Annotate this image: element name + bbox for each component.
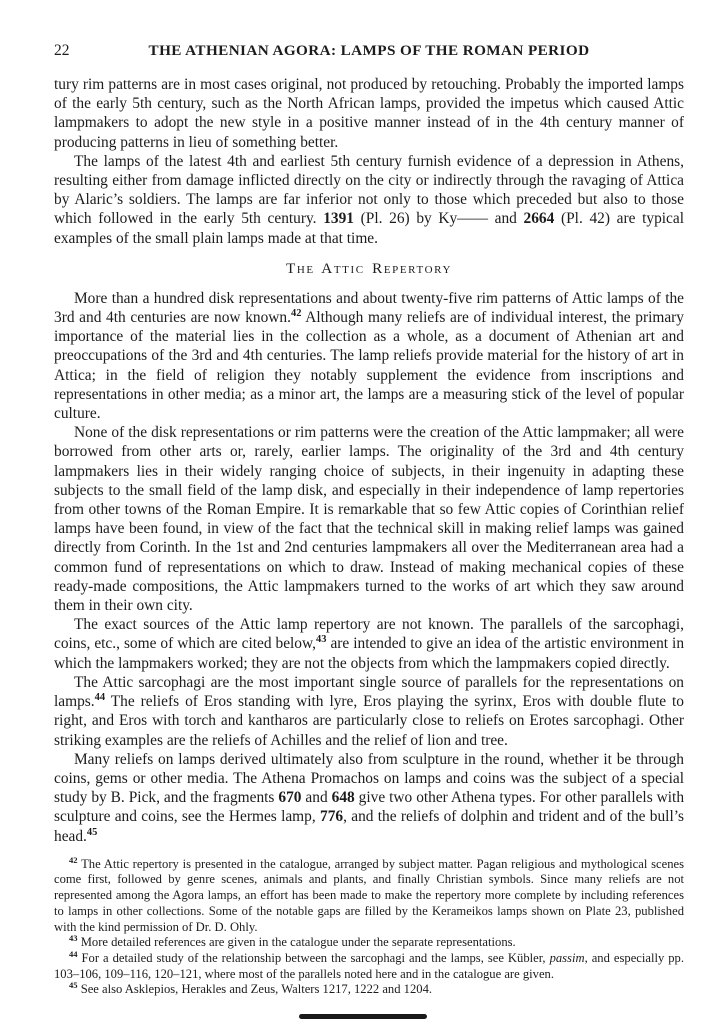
footnote-44: $^{44}$ For a detailed study of the relationship between the sarcophagi and the lamps, see Kübler, passim, and especially pp. 103–106, 109–116, 120–121, where most of the parallels noted here and in the catalogue are given.	[54, 948, 684, 981]
body-paragraph-3: More than a hundred disk representations and about twenty-five rim patterns of Attic lamps of the 3rd and 4th centuries are now known.$^{42}$ Although many reliefs are of individual interest, the primary importance of the material lies in the collection as a whole, as a document of Athenian art and preoccupations of the 3rd and 4th centuries. The lamp reliefs provide material for the history of art in Attica; in the field of religion they notably supplement the evidence from inscriptions and representations in other media; as a minor art, the lamps are a measuring stick of the level of popular culture.	[54, 289, 684, 423]
body-paragraph-5: The exact sources of the Attic lamp repertory are not known. The parallels of the sarcophagi, coins, etc., some of which are cited below,$^{43}$ are intended to give an idea of the artistic environment in which the lampmakers worked; they are not the objects from which the lampmakers copied directly.	[54, 616, 685, 672]
page-number: 22	[54, 42, 70, 59]
footnote-43: $^{43}$ More detailed references are given in the catalogue under the separate representations.	[69, 933, 516, 950]
body-paragraph-2: The lamps of the latest 4th and earliest 5th century furnish evidence of a depression in Athens, resulting either from damage inflicted directly on the city or indirectly through the ravaging of Attica by Alaric’s soldiers. The lamps are far inferior not only to those which preceded but also to those which followed in the early 5th century. 1391 (Pl. 26) by Ky—— and 2664 (Pl. 42) are typical examples of the small plain lamps made at that time.	[54, 152, 684, 247]
section-heading: The Attic Repertory	[285, 259, 452, 277]
running-title: THE ATHENIAN AGORA: LAMPS OF THE ROMAN PERIOD	[148, 42, 590, 59]
footnote-42: $^{42}$ The Attic repertory is presented in the catalogue, arranged by subject matter. Pagan religious and mythological scenes come first, followed by genre scenes, animals and plants, and finally Christian symbols. Since many reliefs are not represented among the Agora lamps, an effort has been made to make the repertory more complete by including references to lamps in other collections. Some of the notable gaps are filled by the Kerameikos lamps shown on Plate 23, published with the kind permission of Dr. D. Ohly.	[54, 854, 684, 934]
home-indicator-bar[interactable]	[299, 1014, 427, 1019]
body-paragraph-6: The Attic sarcophagi are the most important single source of parallels for the representations on lamps.$^{44}$ The reliefs of Eros standing with lyre, Eros playing the syrinx, Eros with double flute to right, and Eros with torch and kantharos are particularly close to reliefs on Erotes sarcophagi. Other striking examples are the reliefs of Achilles and the relief of lion and tree.	[54, 673, 684, 749]
body-paragraph-4: None of the disk representations or rim patterns were the creation of the Attic lampmaker; all were borrowed from other arts or, rarely, earlier lamps. The originality of the 3rd and 4th century lampmakers lies in their widely ranging choice of subjects, in their ingenuity in adapting these subjects to the small field of the lamp disk, and especially in their independence of lamp repertories from other towns of the Roman Empire. It is remarkable that so few Attic copies of Corinthian relief lamps have been found, in view of the fact that the technical skill in making relief lamps was gained directly from Corinth. In the 1st and 2nd centuries lampmakers all over the Mediterranean area had a common fund of representations on which to draw. Instead of making mechanical copies of these ready-made compositions, the Attic lampmakers turned to the works of art which they saw around them in their own city.	[54, 424, 684, 615]
body-paragraph-1: tury rim patterns are in most cases original, not produced by retouching. Probably the imported lamps of the early 5th century, such as the North African lamps, provided the impetus which caused Attic lampmakers to adopt the new style in a positive manner instead of in the 4th century manner of producing patterns in lieu of something better.	[54, 76, 684, 151]
footnote-45: $^{45}$ See also Asklepios, Herakles and Zeus, Walters 1217, 1222 and 1204.	[69, 980, 433, 997]
page-header	[54, 42, 684, 62]
body-paragraph-7: Many reliefs on lamps derived ultimately also from sculpture in the round, whether it be through coins, gems or other media. The Athena Promachos on lamps and coins was the subject of a special study by B. Pick, and the fragments 670 and 648 give two other Athena types. For other parallels with sculpture and coins, see the Hermes lamp, 776, and the reliefs of dolphin and trident and of the bull’s head.$^{45}$	[54, 750, 685, 845]
footnotes-block	[54, 854, 684, 998]
